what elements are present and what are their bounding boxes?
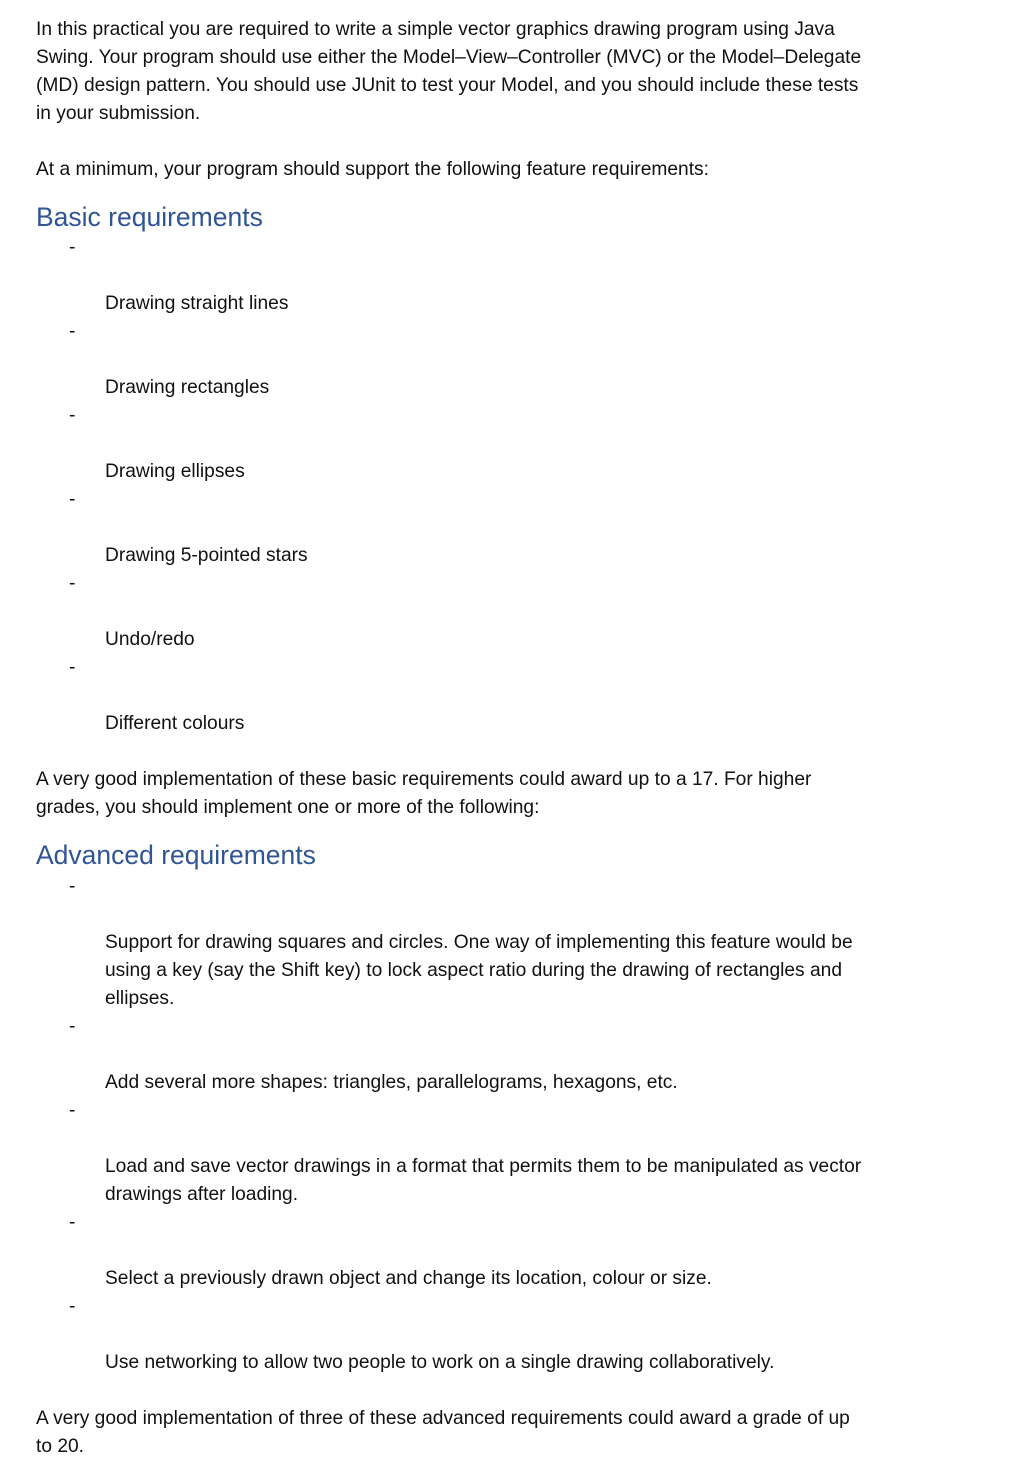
list-item-text: Drawing 5-pointed stars [105, 545, 308, 566]
list-item-text: Drawing rectangles [105, 377, 270, 398]
basic-requirements-list [36, 234, 966, 738]
bullet-dash: - [69, 1212, 76, 1233]
list-item-text: Undo/redo [105, 629, 195, 650]
list-item-text: Drawing straight lines [105, 293, 289, 314]
bullet-dash: - [69, 573, 76, 594]
bullet-dash: - [69, 405, 76, 426]
list-item [36, 318, 966, 402]
list-item [36, 1293, 966, 1377]
document-page [36, 16, 966, 1461]
bullet-dash: - [69, 489, 76, 510]
list-item-text: Drawing ellipses [105, 461, 245, 482]
advanced-grade-note: A very good implementation of three of these advanced requirements could award a grade of up to 20. [36, 1408, 850, 1457]
list-item [36, 234, 966, 318]
intro-paragraph: In this practical you are required to write a simple vector graphics drawing program using Java Swing. Your program should use either the Model–View–Controller (MVC) or the Model–Delegate (MD) design pattern. You should use JUnit to test your Model, and you should include these tests in your submission. [36, 19, 862, 124]
list-item [36, 1209, 966, 1293]
basic-requirements-heading: Basic requirements [36, 202, 263, 232]
list-item [36, 1013, 966, 1097]
list-item [36, 486, 966, 570]
list-item [36, 873, 966, 1013]
list-item-text: Select a previously drawn object and change its location, colour or size. [105, 1268, 712, 1289]
list-item-text: Load and save vector drawings in a format that permits them to be manipulated as vector drawings after loading. [105, 1156, 862, 1205]
bullet-dash: - [69, 657, 76, 678]
list-item-text: Support for drawing squares and circles. One way of implementing this feature would be using a key (say the Shift key) to lock aspect ratio during the drawing of rectangles and ellipses. [105, 932, 853, 1009]
list-item [36, 1097, 966, 1209]
bullet-dash: - [69, 237, 76, 258]
bullet-dash: - [69, 1296, 76, 1317]
list-item-text: Use networking to allow two people to work on a single drawing collaboratively. [105, 1352, 775, 1373]
advanced-requirements-heading: Advanced requirements [36, 840, 316, 870]
bullet-dash: - [69, 1100, 76, 1121]
list-item [36, 402, 966, 486]
bullet-dash: - [69, 1016, 76, 1037]
list-item [36, 654, 966, 738]
basic-grade-note: A very good implementation of these basic requirements could award up to a 17. For higher grades, you should implement one or more of the following: [36, 769, 812, 818]
advanced-requirements-list [36, 873, 966, 1377]
bullet-dash: - [69, 321, 76, 342]
minimum-requirements-statement: At a minimum, your program should support the following feature requirements: [36, 159, 709, 180]
bullet-dash: - [69, 876, 76, 897]
list-item-text: Add several more shapes: triangles, parallelograms, hexagons, etc. [105, 1072, 678, 1093]
list-item-text: Different colours [105, 713, 245, 734]
list-item [36, 570, 966, 654]
